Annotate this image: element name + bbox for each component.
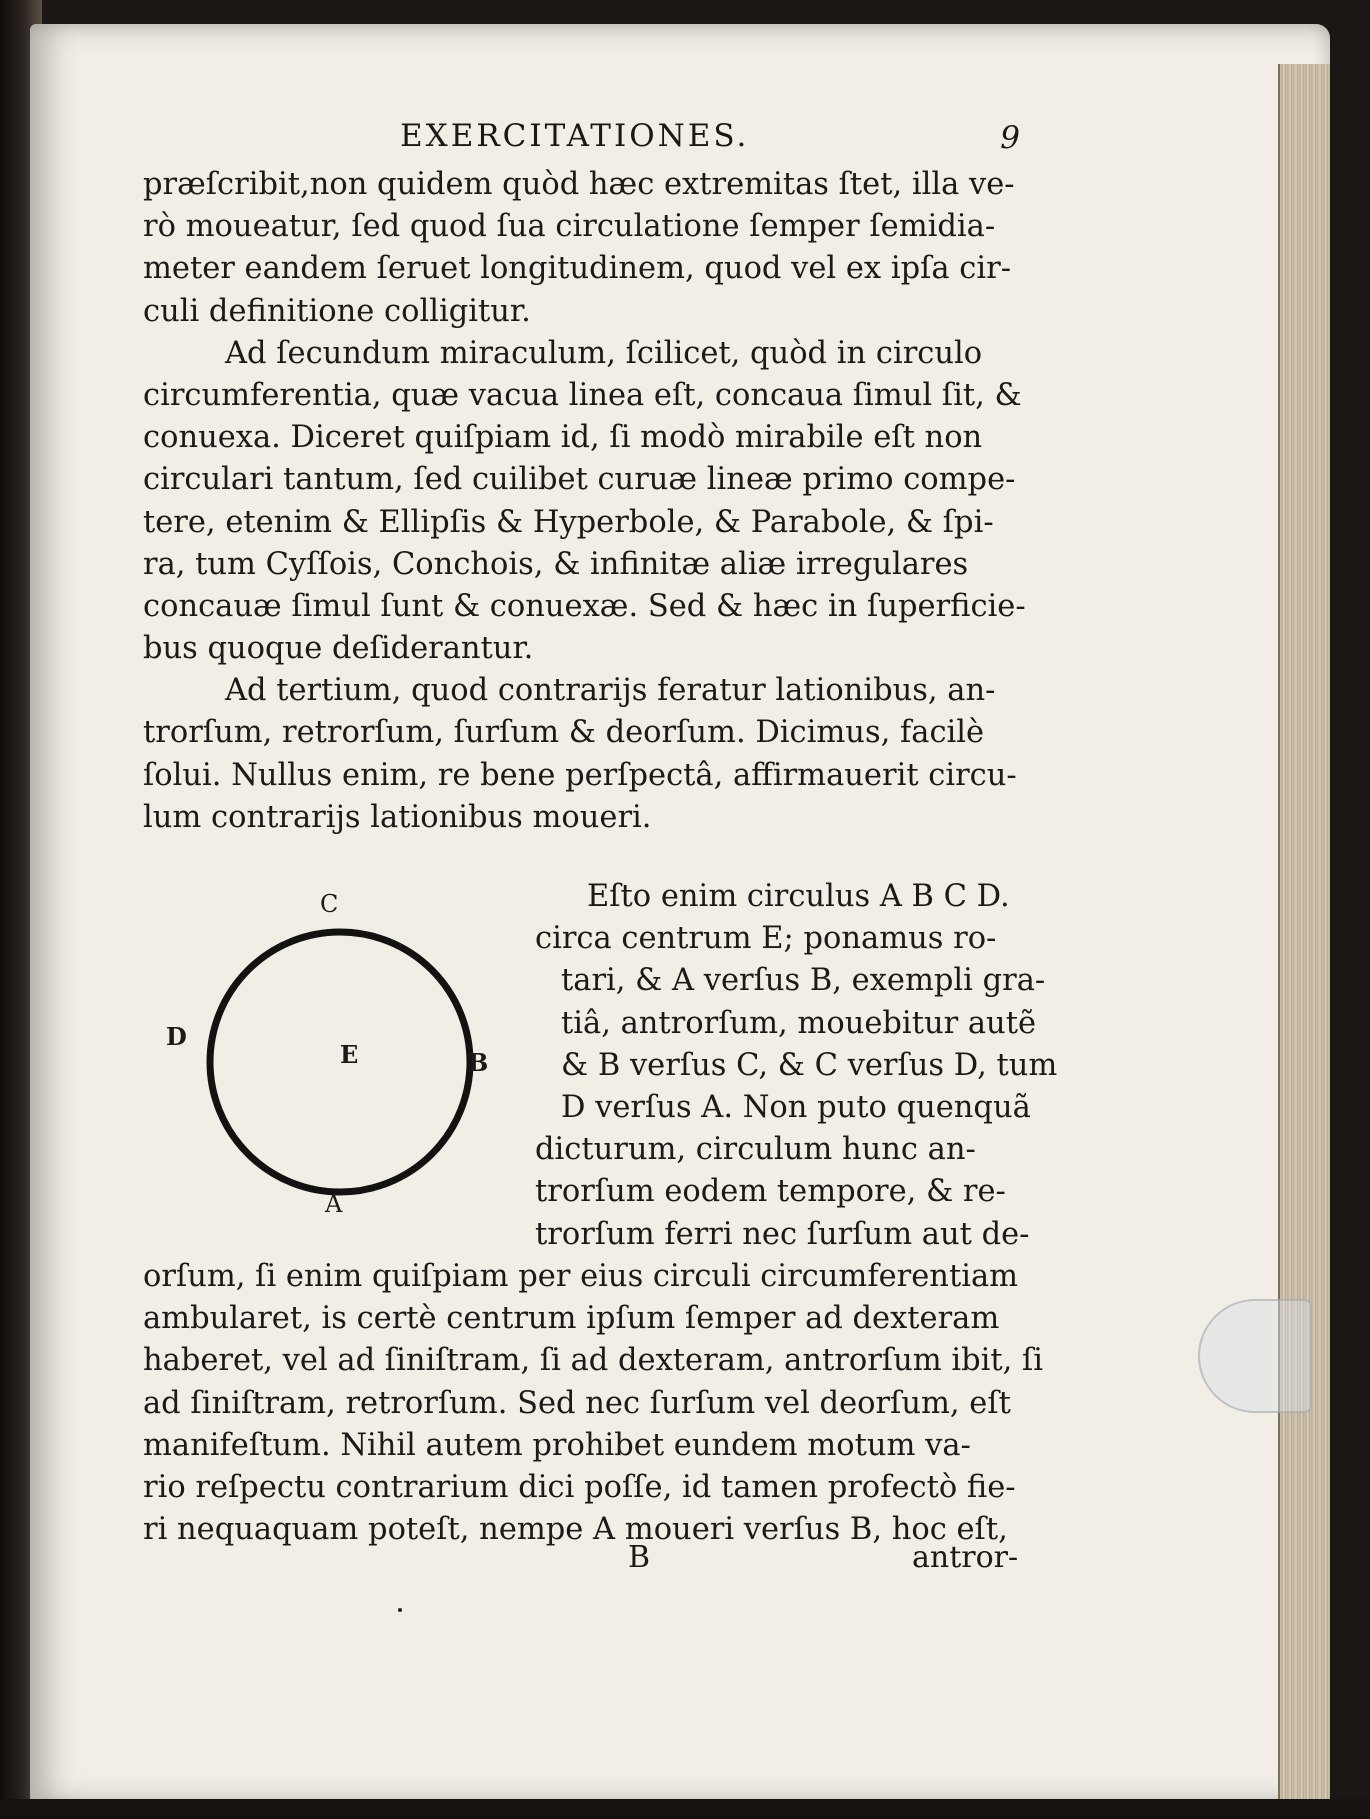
bottom-shadow (0, 1799, 1370, 1819)
page-number: 9 (1000, 120, 1020, 156)
text-block-figure (535, 876, 1058, 1256)
text-line: bus quoque deſiderantur. (143, 631, 534, 667)
text-line: circumferentia, quæ vacua linea eſt, concaua ſimul ſit, & (143, 377, 1022, 413)
text-line: tari, & A verſus B, exempli gra- (561, 963, 1046, 999)
figure-label-b: B (468, 1048, 489, 1077)
text-line: concauæ ſimul ſunt & conuexæ. Sed & hæc in ſuperficie- (143, 588, 1026, 624)
text-line: trorſum eodem tempore, & re- (535, 1174, 1006, 1210)
figure-label-d: D (166, 1022, 187, 1051)
text-line: rio reſpectu contrarium dici poſſe, id tamen profectò fie- (143, 1469, 1016, 1505)
page-header (400, 118, 1020, 162)
text-line: & B verſus C, & C verſus D, tum (561, 1047, 1058, 1083)
text-line: tere, etenim & Ellipſis & Hyperbole, & Parabole, & ſpi- (143, 504, 994, 540)
text-line: circulari tantum, ſed cuilibet curuæ lineæ primo compe- (143, 462, 1016, 498)
text-line: conuexa. Diceret quiſpiam id, ſi modò mirabile eſt non (143, 420, 983, 456)
text-block-top (143, 164, 1025, 839)
text-block-bottom (143, 1256, 1044, 1551)
figure-label-e: E (340, 1040, 359, 1069)
text-line: ad ſiniſtram, retrorſum. Sed nec ſurſum vel deorſum, eſt (143, 1385, 1011, 1421)
text-line: manifeſtum. Nihil autem prohibet eundem motum va- (143, 1427, 971, 1463)
circle-figure (150, 890, 530, 1230)
text-line: Ad tertium, quod contrarijs feratur lationibus, an- (225, 673, 996, 709)
text-line: tiâ, antrorſum, mouebitur autẽ (561, 1005, 1036, 1041)
text-line: Ad ſecundum miraculum, ſcilicet, quòd in circulo (225, 335, 983, 371)
page-clip (1198, 1299, 1312, 1413)
text-line: meter eandem ſeruet longitudinem, quod vel ex ipſa cir- (143, 251, 1011, 287)
text-line: orſum, ſi enim quiſpiam per eius circuli circumferentiam (143, 1259, 1019, 1294)
text-line: præſcribit,non quidem quòd hæc extremitas ſtet, illa ve- (143, 167, 1015, 202)
text-line: culi definitione colligitur. (143, 293, 531, 329)
circle-gap (416, 1118, 425, 1134)
text-line: lum contrarijs lationibus moueri. (143, 799, 652, 835)
page-fore-edge (1278, 64, 1330, 1814)
text-line: ſolui. Nullus enim, re bene perſpectâ, affirmauerit circu- (143, 757, 1017, 793)
ink-speck (398, 1608, 402, 1612)
text-line: rò moueatur, ſed quod ſua circulatione ſemper ſemidia- (143, 209, 996, 245)
running-title: EXERCITATIONES. (400, 118, 750, 154)
text-line: ra, tum Cyſſois, Conchois, & infinitæ aliæ irregulares (143, 546, 969, 582)
signature-mark: B (628, 1540, 651, 1575)
figure-label-c: C (320, 890, 339, 918)
text-line: Eſto enim circulus A B C D. (587, 879, 1010, 914)
text-line: ambularet, is certè centrum ipſum ſemper ad dexteram (143, 1301, 1000, 1337)
text-line: trorſum, retrorſum, ſurſum & deorſum. Dicimus, facilè (143, 715, 985, 751)
text-line: circa centrum E; ponamus ro- (535, 921, 997, 957)
text-line: D verſus A. Non puto quenquã (561, 1089, 1031, 1125)
text-line: dicturum, circulum hunc an- (535, 1132, 976, 1168)
catchword: antror- (912, 1540, 1019, 1575)
text-line: haberet, vel ad ſiniſtram, ſi ad dexteram, antrorſum ibit, ſi (143, 1343, 1044, 1379)
figure-label-a: A (325, 1190, 343, 1218)
text-line: ri nequaquam poteſt, nempe A moueri verſus B, hoc eſt, (143, 1512, 1008, 1548)
text-line: trorſum ferri nec ſurſum aut de- (535, 1216, 1030, 1252)
